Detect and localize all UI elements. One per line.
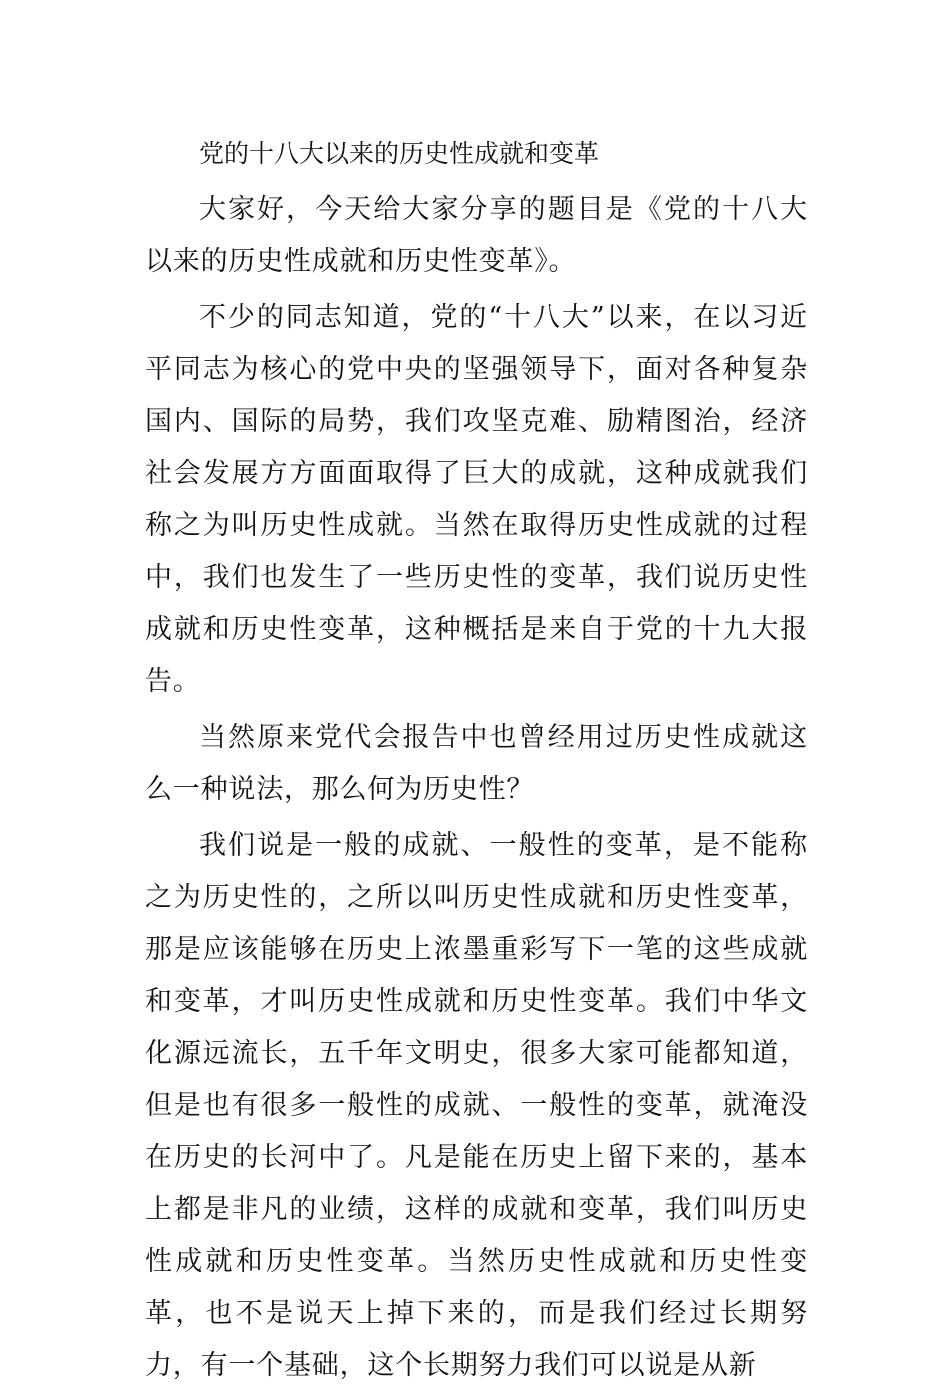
paragraph-question: 当然原来党代会报告中也曾经用过历史性成就这么一种说法，那么何为历史性？ [145,722,808,805]
paragraph-greeting: 大家好，今天给大家分享的题目是《党的十八大以来的历史性成就和历史性变革》。 [145,194,808,277]
document-title: 党的十八大以来的历史性成就和变革 [199,139,600,168]
document-body [145,128,808,1392]
paragraph-definition: 我们说是一般的成就、一般性的变革，是不能称之为历史性的，之所以叫历史性成就和历史性变革，那是应该能够在历史上浓墨重彩写下一笔的这些成就和变革，才叫历史性成就和历史性变革。我们中华文化源远流长，五千年文明史，很多大家可能都知道，但是也有很多一般性的成就、一般性的变革，就淹没在历史的长河中了。凡是能在历史上留下来的，基本上都是非凡的业绩，这样的成就和变革，我们叫历史性成就和历史性变革。当然历史性成就和历史性变革，也不是说天上掉下来的，而是我们经过长期努力，有一个基础，这个长期努力我们可以说是从新 [145,830,808,1381]
paragraph-achievements: 不少的同志知道，党的“十八大”以来，在以习近平同志为核心的党中央的坚强领导下，面对各种复杂国内、国际的局势，我们攻坚克难、励精图治，经济社会发展方方面面取得了巨大的成就，这种成就我们称之为叫历史性成就。当然在取得历史性成就的过程中，我们也发生了一些历史性的变革，我们说历史性成就和历史性变革，这种概括是来自于党的十九大报告。 [145,302,808,697]
